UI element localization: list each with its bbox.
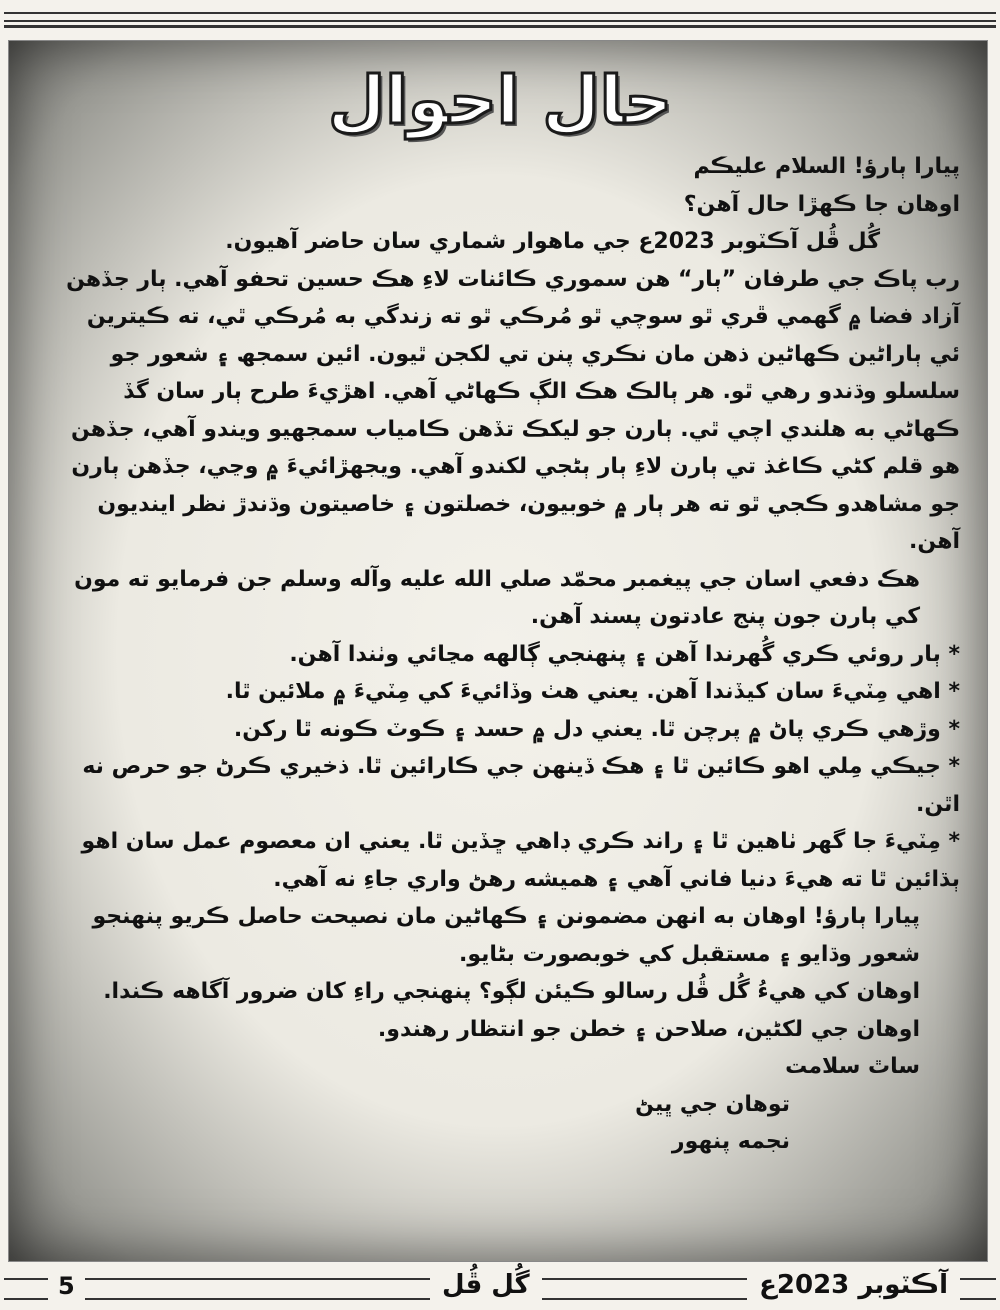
- habit-item: * مِٽيءَ جا گهر ٺاهين ٿا ۽ راند ڪري ڊاهي ڇڏين ٿا. يعني ان معصوم عمل سان اهو ٻڌائين ٿا ته هيءَ دنيا فاني آهي ۽ هميشه رهڻ واري جاءِ نه آهي.: [81, 829, 960, 892]
- sender-name: نجمه پنهور: [671, 1129, 790, 1154]
- editorial-body: [50, 148, 960, 1161]
- question: اوهان جا ڪهڙا حال آهن؟: [683, 191, 960, 217]
- habit-item: * وڙهي ڪري پاڻ ۾ پرچن ٿا. يعني دل ۾ حسد ۽ ڪوٽ ڪونه ٿا رکن.: [233, 716, 960, 742]
- greeting: پيارا ٻارؤ! السلام عليڪم: [693, 154, 960, 179]
- page-title: حال احوال: [327, 62, 673, 139]
- sender-label: توهان جي ڀيڻ: [635, 1091, 790, 1117]
- top-border-inner: [4, 25, 996, 28]
- top-border: [4, 12, 996, 22]
- closing-paragraph: پيارا ٻارؤ! اوهان به انهن مضمونن ۽ ڪهاڻين مان نصيحت حاصل ڪريو پنهنجو شعور وڌايو ۽ مستقبل کي خوبصورت بڻايو.: [92, 904, 920, 967]
- page-number: 5: [48, 1272, 85, 1300]
- signoff: ساٿ سلامت: [785, 1054, 920, 1079]
- feedback-request: اوهان کي هيءُ گُل ڦُل رسالو ڪيئن لڳو؟ پنهنجي راءِ کان ضرور آگاهه ڪندا.: [103, 979, 920, 1004]
- page-footer: [0, 1270, 1000, 1306]
- main-paragraph: رب پاڪ جي طرفان ”ٻار“ هن سموري ڪائنات لاءِ هڪ حسين تحفو آهي. ٻار جڏهن آزاد فضا ۾ گهمي ڦري ٿو سوچي ٿو مُرڪي ٿو ته زندگي به مُرڪي ٿي، ته ڪيترين ئي ٻاراڻين ڪهاڻين ذهن مان نڪري پنن تي لکجن ٿيون. ائين سمجھ ۽ شعور جو سلسلو وڌندو رهي ٿو. هر ٻالڪ هڪ الڳ ڪهاڻي آهي. اهڙيءَ طرح ٻار سان گڏ ڪهاڻي به هلندي اچي ٿي. ٻارن جو ليکڪ تڏهن ڪامياب سمجهيو ويندو آهي، جڏهن هو قلم کڻي ڪاغذ تي ٻارن لاءِ ٻار ٻڻجي لکندو آهي. ويجهڙائيءَ ۾ وڃي، جڏهن ٻارن جو مشاهدو ڪجي ٿو ته هر ٻار ۾ خوبيون، خصلتون ۽ خاصيتون وڌندڙ نظر اينديون آهن.: [66, 266, 960, 554]
- habit-item: * جيڪي مِلي اهو ڪائين ٿا ۽ هڪ ڏينهن جي ڪارائين ٿا. ذخيري ڪرڻ جو حرص نه اٿن.: [82, 754, 960, 817]
- magazine-name: گُل ڦُل: [430, 1270, 542, 1300]
- intro-paragraph: گُل ڦُل آڪٽوبر 2023ع جي ماهوار شماري سان حاضر آهيون.: [225, 229, 880, 254]
- hadith-paragraph: هڪ دفعي اسان جي پيغمبر محمّد صلي الله عليه وآله وسلم جن فرمايو ته مون کي ٻارن جون پنج عادتون پسند آهن.: [74, 566, 920, 629]
- letters-request: اوهان جي لکڻين، صلاحن ۽ خطن جو انتظار رهندو.: [377, 1016, 920, 1042]
- issue-date: آڪٽوبر 2023ع: [747, 1270, 960, 1300]
- habit-item: * اهي مِٽيءَ سان کيڏندا آهن. يعني هٺ وڏائيءَ کي مِٽيءَ ۾ ملائين ٿا.: [225, 679, 960, 704]
- habit-item: * ٻار روئي ڪري گُهرندا آهن ۽ پنهنجي ڳالهه مڃائي وٺندا آهن.: [289, 641, 960, 667]
